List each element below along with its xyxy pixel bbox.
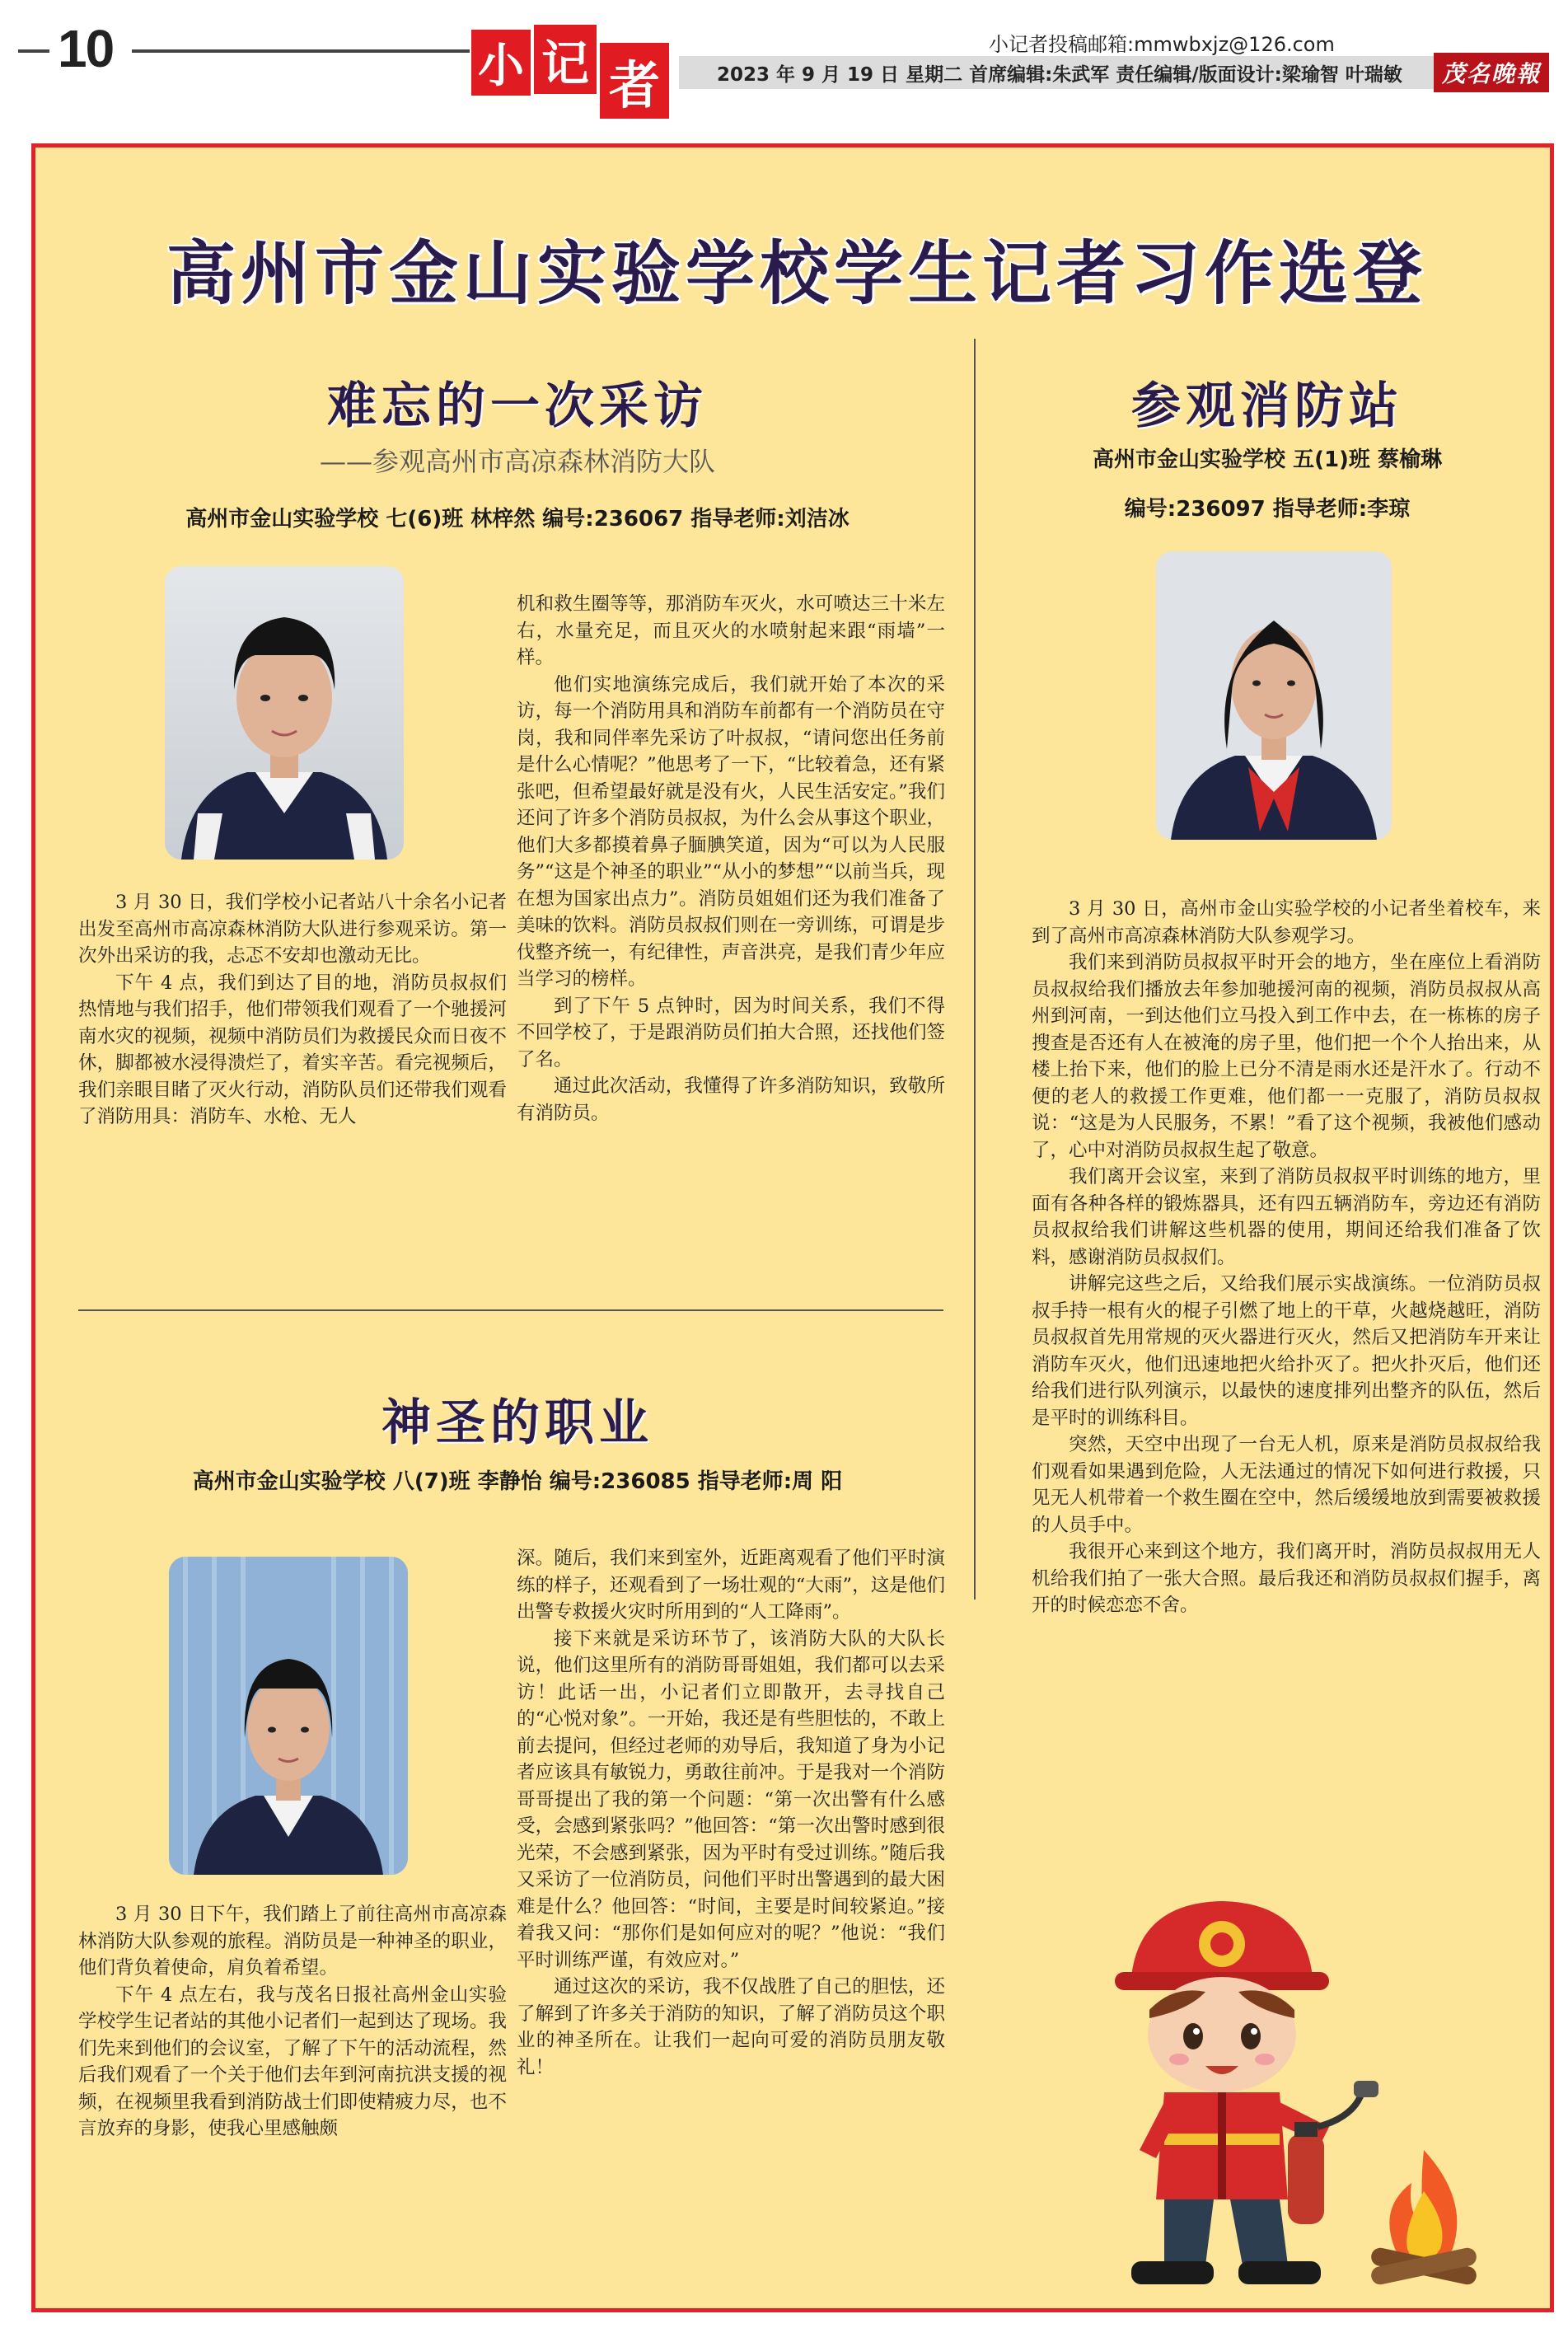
paragraph: 深。随后，我们来到室外，近距离观看了他们平时演练的样子，还观看到了一场壮观的“大雨”，这是他们出警专救援火灾时所用到的“人工降雨”。 xyxy=(517,1548,945,1623)
paragraph: 我们离开会议室，来到了消防员叔叔平时训练的地方，里面有各种各样的锻炼器具，还有四五辆消防车，旁边还有消防员叔叔给我们讲解这些机器的使用，期间还给我们准备了饮料，感谢消防员叔叔们。 xyxy=(1032,1166,1541,1268)
date-editor-text: 2023 年 9 月 19 日 星期二 首席编辑:朱武军 责任编辑/版面设计:梁瑜智 叶瑞敏 xyxy=(717,63,1402,86)
article-3-author-photo xyxy=(1156,551,1392,840)
paragraph: 通过此次活动，我懂得了许多消防知识，致敬所有消防员。 xyxy=(517,1075,945,1124)
masthead-rule xyxy=(132,49,470,53)
paragraph: 3 月 30 日，我们学校小记者站八十余名小记者出发至高州市高凉森林消防大队进行参观采访。第一次外出采访的我，忐忑不安却也激动无比。 xyxy=(78,892,507,967)
article-1-author-photo xyxy=(165,566,404,860)
article-3-byline-2: 编号:236097 指导老师:李琼 xyxy=(1124,497,1411,522)
column-divider xyxy=(974,339,976,1600)
paragraph: 3 月 30 日下午，我们踏上了前往高州市高凉森林消防大队参观的旅程。消防员是一种神圣的职业，他们背负着使命，肩负着希望。 xyxy=(78,1904,507,1979)
paragraph: 下午 4 点，我们到达了目的地，消防员叔叔们热情地与我们招手，他们带领我们观看了一个驰援河南水灾的视频，视频中消防员们为救援民众而日夜不休，脚都被水浸得溃烂了，着实辛苦。看完视频后，我们亲眼目睹了灭火行动，消防队员们还带我们观看了消防用具：消防车、水枪、无人 xyxy=(78,972,507,1127)
submission-mailbox: 小记者投稿邮箱:mmwbxjz@126.com xyxy=(989,33,1335,56)
article-2-byline: 高州市金山实验学校 八(7)班 李静怡 编号:236085 指导老师:周 阳 xyxy=(192,1469,843,1494)
page-number: 10 xyxy=(58,19,114,78)
section-logo xyxy=(471,25,669,115)
section-logo-char: 小 xyxy=(471,30,531,96)
paragraph: 突然，天空中出现了一台无人机，原来是消防员叔叔给我们观看如果遇到危险，人无法通过的情况下如何进行救援，只见无人机带着一个救生圈在空中，然后缓缓地放到需要被救援的人员手中。 xyxy=(1032,1434,1541,1536)
paragraph: 下午 4 点左右，我与茂名日报社高州金山实验学校学生记者站的其他小记者们一起到达了现场。我们先来到他们的会议室，了解了下午的活动流程，然后我们观看了一个关于他们去年到河南抗洪支援的视频，在视频里我看到消防战士们即使精疲力尽，也不言放弃的身影，使我心里感触颇 xyxy=(78,1984,507,2139)
paragraph: 我们来到消防员叔叔平时开会的地方，坐在座位上看消防员叔叔给我们播放去年参加驰援河南的视频，消防员叔叔从高州到河南，一到达他们立马投入到工作中去，在一栋栋的房子搜查是否还有人在被淹的房子里，他们把一个个人抬出来，从楼上抬下来，他们的脸上已分不清是雨水还是汗水了。行动不便的老人的救援工作更难，他们都一一克服了，消防员叔叔说：“这是为人民服务，不累！”看了这个视频，我被他们感动了，心中对消防员叔叔生起了敬意。 xyxy=(1032,952,1541,1161)
article-1-subtitle: ——参观高州市高凉森林消防大队 xyxy=(319,446,715,477)
paragraph: 到了下午 5 点钟时，因为时间关系，我们不得不回学校了，于是跟消防员们拍大合照，还找他们签了名。 xyxy=(517,995,945,1070)
campfire-illustration xyxy=(1354,2142,1494,2298)
article-divider xyxy=(78,1309,943,1311)
article-3-byline: 高州市金山实验学校 五(1)班 蔡榆琳 xyxy=(1093,447,1442,472)
paragraph: 通过这次的采访，我不仅战胜了自己的胆怯，还了解到了许多关于消防的知识，了解了消防员这个职业的神圣所在。让我们一起向可爱的消防员朋友敬礼！ xyxy=(517,1976,945,2078)
paragraph: 3 月 30 日，高州市金山实验学校的小记者坐着校车，来到了高州市高凉森林消防大队参观学习。 xyxy=(1032,898,1541,947)
article-2-column-left xyxy=(78,1901,507,2143)
article-1-title: 难忘的一次采访 xyxy=(327,377,708,435)
page-title: 高州市金山实验学校学生记者习作选登 xyxy=(166,232,1427,314)
article-2-column-right xyxy=(517,1545,945,2081)
article-1-column-right xyxy=(517,591,945,1127)
article-panel xyxy=(31,143,1554,2312)
date-editor-line xyxy=(679,56,1544,89)
article-3-title: 参观消防站 xyxy=(1131,377,1403,435)
paragraph: 讲解完这些之后，又给我们展示实战演练。一位消防员叔叔手持一根有火的棍子引燃了地上的干草，火越烧越旺，消防员叔叔首先用常规的灭火器进行灭火，然后又把消防车开来让消防车灭火，他们迅速地把火给扑灭了。把火扑灭后，他们还给我们进行队列演示，以最快的速度排列出整齐的队伍，然后是平时的训练科目。 xyxy=(1032,1273,1541,1429)
paragraph: 我很开心来到这个地方，我们离开时，消防员叔叔用无人机给我们拍了一张大合照。最后我还和消防员叔叔们握手，离开的时候恋恋不舍。 xyxy=(1032,1541,1541,1616)
article-3-column xyxy=(1032,896,1541,1619)
article-1-column-left xyxy=(78,889,507,1131)
section-logo-char: 者 xyxy=(600,43,669,119)
paragraph: 他们实地演练完成后，我们就开始了本次的采访，每一个消防用具和消防车前都有一个消防员在守岗，我和同伴率先采访了叶叔叔，“请问您出任务前是什么心情呢？”他思考了一下，“比较着急，还有紧张吧，但希望最好就是没有火，人民生活安定。”我们还问了许多个消防员叔叔，为什么会从事这个职业，他们大多都摸着鼻子腼腆笑道，因为“可以为人民服务”“这是个神圣的职业”“从小的梦想”“以前当兵，现在想为国家出点力”。消防员姐姐们还为我们准备了美味的饮料。消防员叔叔们则在一旁训练，可谓是步伐整齐统一，有纪律性，声音洪亮，是我们青少年应当学习的榜样。 xyxy=(517,673,945,990)
section-logo-char: 记 xyxy=(534,25,597,94)
article-2-author-photo xyxy=(169,1557,408,1875)
article-2-title: 神圣的职业 xyxy=(381,1394,653,1452)
newspaper-logo: 茂名晚報 xyxy=(1434,53,1549,92)
paragraph: 机和救生圈等等，那消防车灭火，水可喷达三十米左右，水量充足，而且灭火的水喷射起来跟“雨墙”一样。 xyxy=(517,593,945,668)
article-1-byline: 高州市金山实验学校 七(6)班 林梓然 编号:236067 指导老师:刘洁冰 xyxy=(185,507,850,532)
paragraph: 接下来就是采访环节了，该消防大队的大队长说，他们这里所有的消防哥哥姐姐，我们都可以去采访！此话一出，小记者们立即散开，去寻找自己的“心悦对象”。一开始，我还是有些胆怯的，不敢上前去提问，但经过老师的劝导后，我知道了身为小记者应该具有敏锐力，勇敢往前冲。于是我对一个消防哥哥提出了我的第一个问题：“第一次出警有什么感受，会感到紧张吗？”他回答：“第一次出警时感到很光荣，不会感到紧张，因为平时有受过训练。”随后我又采访了一位消防员，问他们平时出警遇到的最大困难是什么？他回答：“时间，主要是时间较紧迫。”接着我又问：“那你们是如何应对的呢？”他说：“我们平时训练严谨，有效应对。” xyxy=(517,1628,945,1971)
masthead-rule xyxy=(18,49,49,53)
